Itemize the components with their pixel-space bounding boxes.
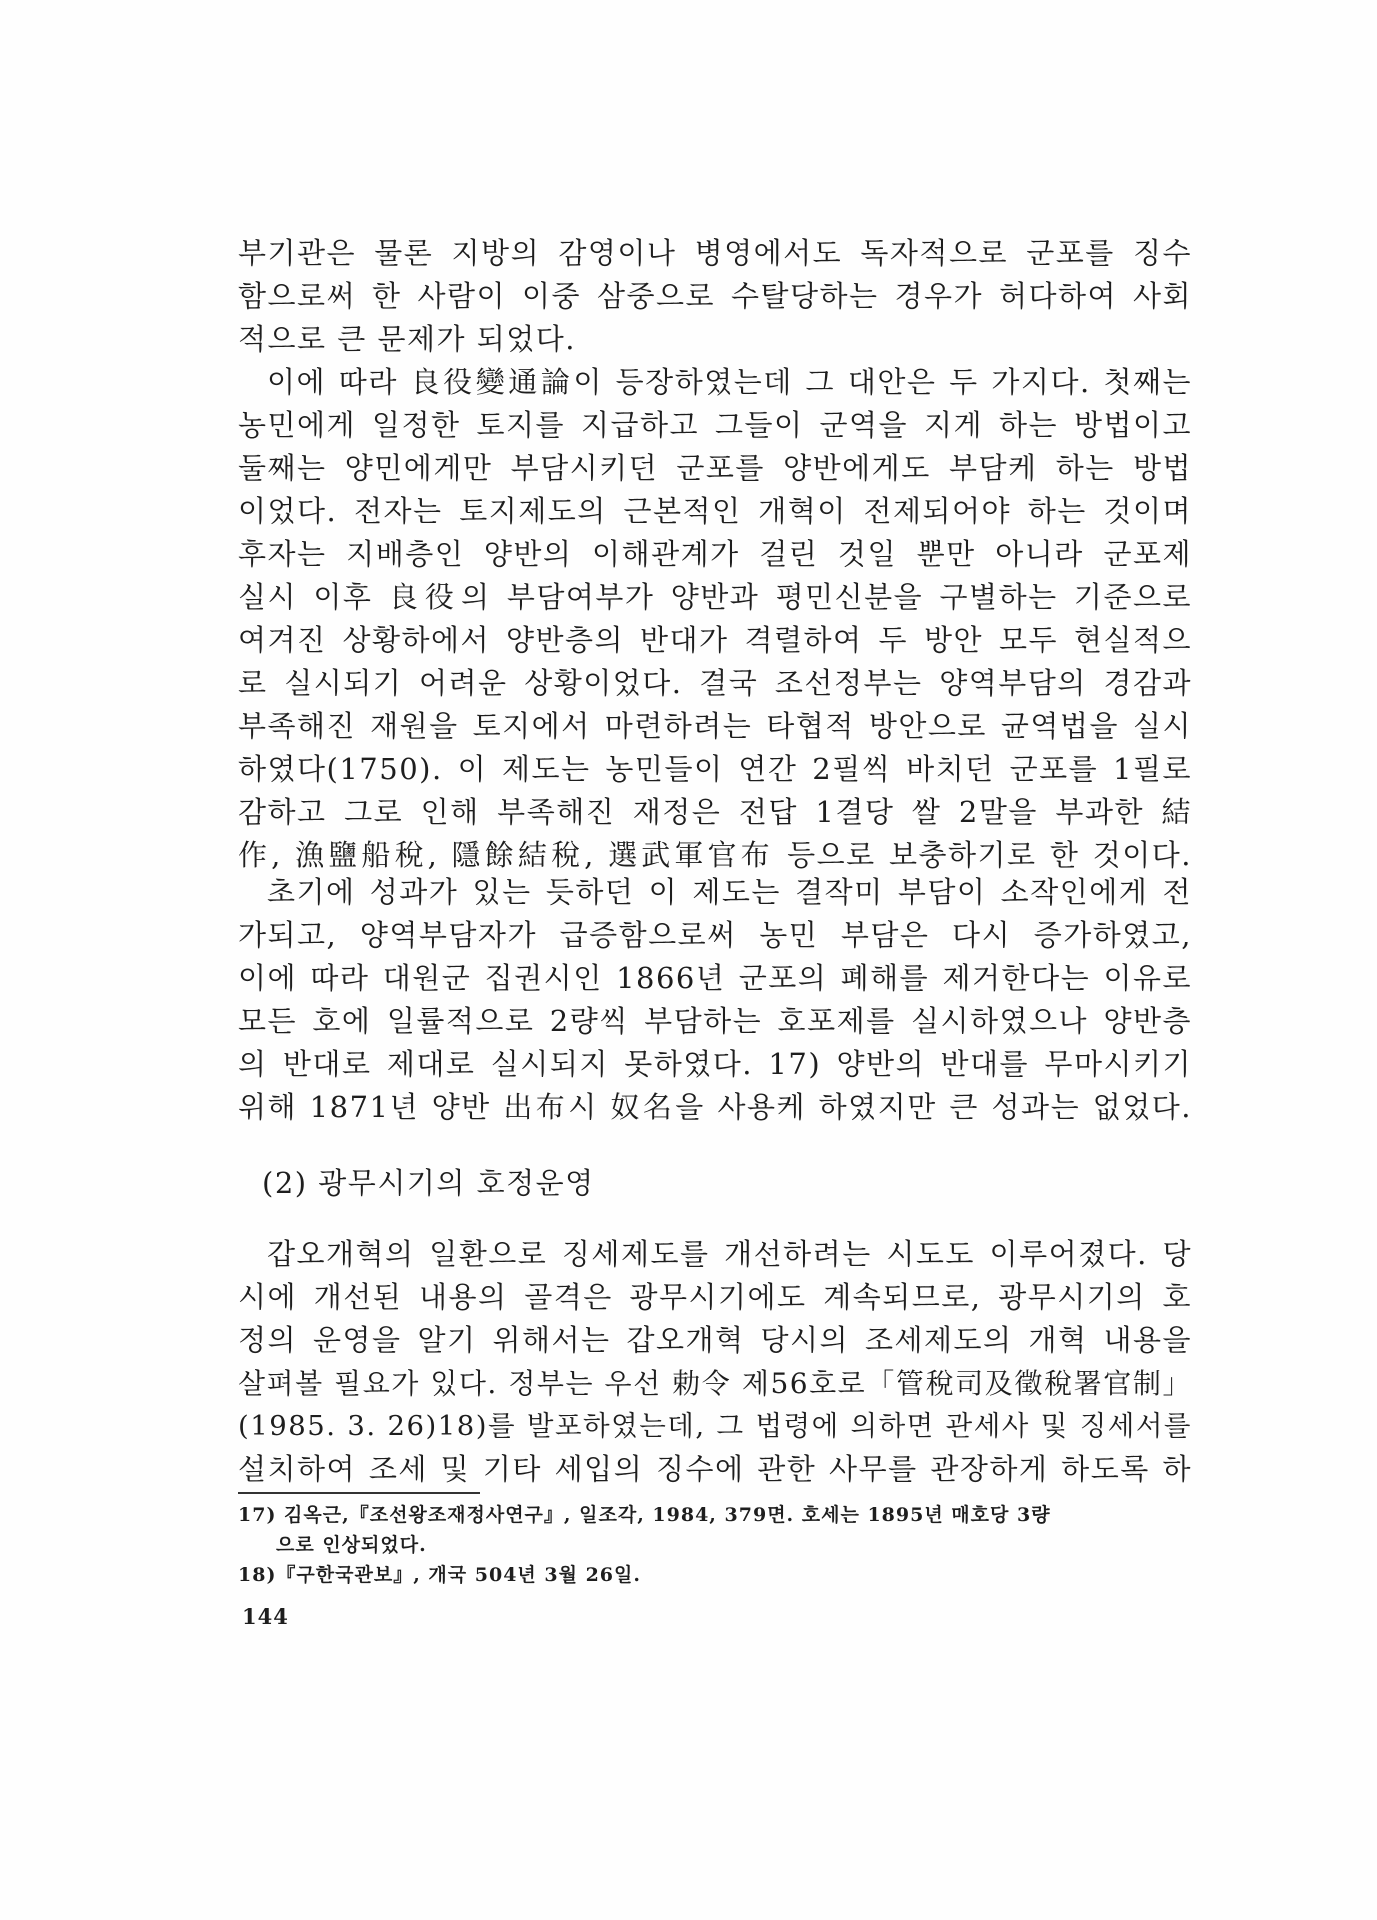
text-line: 후자는 지배층인 양반의 이해관계가 걸린 것일 뿐만 아니라 군포제 [238, 537, 1192, 571]
text-line: 이에 따라 대원군 집권시인 1866년 군포의 폐해를 제거한다는 이유로 [238, 961, 1192, 995]
text-line: 설치하여 조세 및 기타 세입의 징수에 관한 사무를 관장하게 하도록 하 [238, 1452, 1192, 1486]
text-line: 가되고, 양역부담자가 급증함으로써 농민 부담은 다시 증가하였고, [238, 918, 1192, 952]
text-line: (1985. 3. 26)18)를 발포하였는데, 그 법령에 의하면 관세사 및 징세서를 [238, 1410, 1192, 1442]
text-line: 로 실시되기 어려운 상황이었다. 결국 조선정부는 양역부담의 경감과 [238, 666, 1192, 700]
footnote-17: 17) 김옥근,『조선왕조재정사연구』, 일조각, 1984, 379면. 호세는 1895년 매호당 3량 [238, 1504, 1051, 1526]
text-line: 농민에게 일정한 토지를 지급하고 그들이 군역을 지게 하는 방법이고 [238, 408, 1192, 442]
paragraph-4 [238, 1233, 1192, 1491]
paragraph-1 [238, 232, 1192, 361]
footnote-divider [238, 1492, 480, 1494]
paragraph-2 [238, 361, 1192, 877]
text-line: 이에 따라 良役變通論이 등장하였는데 그 대안은 두 가지다. 첫째는 [267, 365, 1192, 399]
text-line: 이었다. 전자는 토지제도의 근본적인 개혁이 전제되어야 하는 것이며 [238, 494, 1192, 528]
text-line: 하였다(1750). 이 제도는 농민들이 연간 2필씩 바치던 군포를 1필로 [238, 752, 1192, 786]
text-line: 위해 1871년 양반 出布시 奴名을 사용케 하였지만 큰 성과는 없었다. [238, 1090, 1192, 1124]
text-line: 의 반대로 제대로 실시되지 못하였다. 17) 양반의 반대를 무마시키기 [238, 1047, 1192, 1081]
page-number: 144 [242, 1604, 289, 1629]
footnote-17-continued: 으로 인상되었다. [276, 1534, 427, 1556]
footnote-18: 18)『구한국관보』, 개국 504년 3월 26일. [238, 1564, 641, 1586]
text-line: 부기관은 물론 지방의 감영이나 병영에서도 독자적으로 군포를 징수 [238, 236, 1192, 270]
section-heading: (2) 광무시기의 호정운영 [262, 1166, 595, 1200]
text-line: 실시 이후 良役의 부담여부가 양반과 평민신분을 구별하는 기준으로 [238, 580, 1192, 614]
text-line: 살펴볼 필요가 있다. 정부는 우선 勅令 제56호로「管稅司及徵稅署官制」 [238, 1367, 1192, 1400]
text-line: 적으로 큰 문제가 되었다. [238, 322, 577, 356]
paragraph-3 [238, 871, 1192, 1129]
text-line: 감하고 그로 인해 부족해진 재정은 전답 1결당 쌀 2말을 부과한 結 [238, 795, 1192, 829]
text-line: 둘째는 양민에게만 부담시키던 군포를 양반에게도 부담케 하는 방법 [238, 451, 1192, 485]
text-line: 시에 개선된 내용의 골격은 광무시기에도 계속되므로, 광무시기의 호 [238, 1280, 1192, 1314]
footnotes [238, 1500, 1192, 1590]
text-line: 여겨진 상황하에서 양반층의 반대가 격렬하여 두 방안 모두 현실적으 [238, 623, 1192, 657]
text-line: 초기에 성과가 있는 듯하던 이 제도는 결작미 부담이 소작인에게 전 [267, 875, 1192, 909]
text-line: 함으로써 한 사람이 이중 삼중으로 수탈당하는 경우가 허다하여 사회 [238, 279, 1192, 313]
text-line: 갑오개혁의 일환으로 징세제도를 개선하려는 시도도 이루어졌다. 당 [267, 1237, 1192, 1271]
text-line: 作, 漁鹽船稅, 隱餘結稅, 選武軍官布 등으로 보충하기로 한 것이다. [238, 838, 1192, 872]
text-line: 모든 호에 일률적으로 2량씩 부담하는 호포제를 실시하였으나 양반층 [238, 1004, 1192, 1038]
text-line: 부족해진 재원을 토지에서 마련하려는 타협적 방안으로 균역법을 실시 [238, 709, 1192, 743]
text-line: 정의 운영을 알기 위해서는 갑오개혁 당시의 조세제도의 개혁 내용을 [238, 1323, 1192, 1357]
